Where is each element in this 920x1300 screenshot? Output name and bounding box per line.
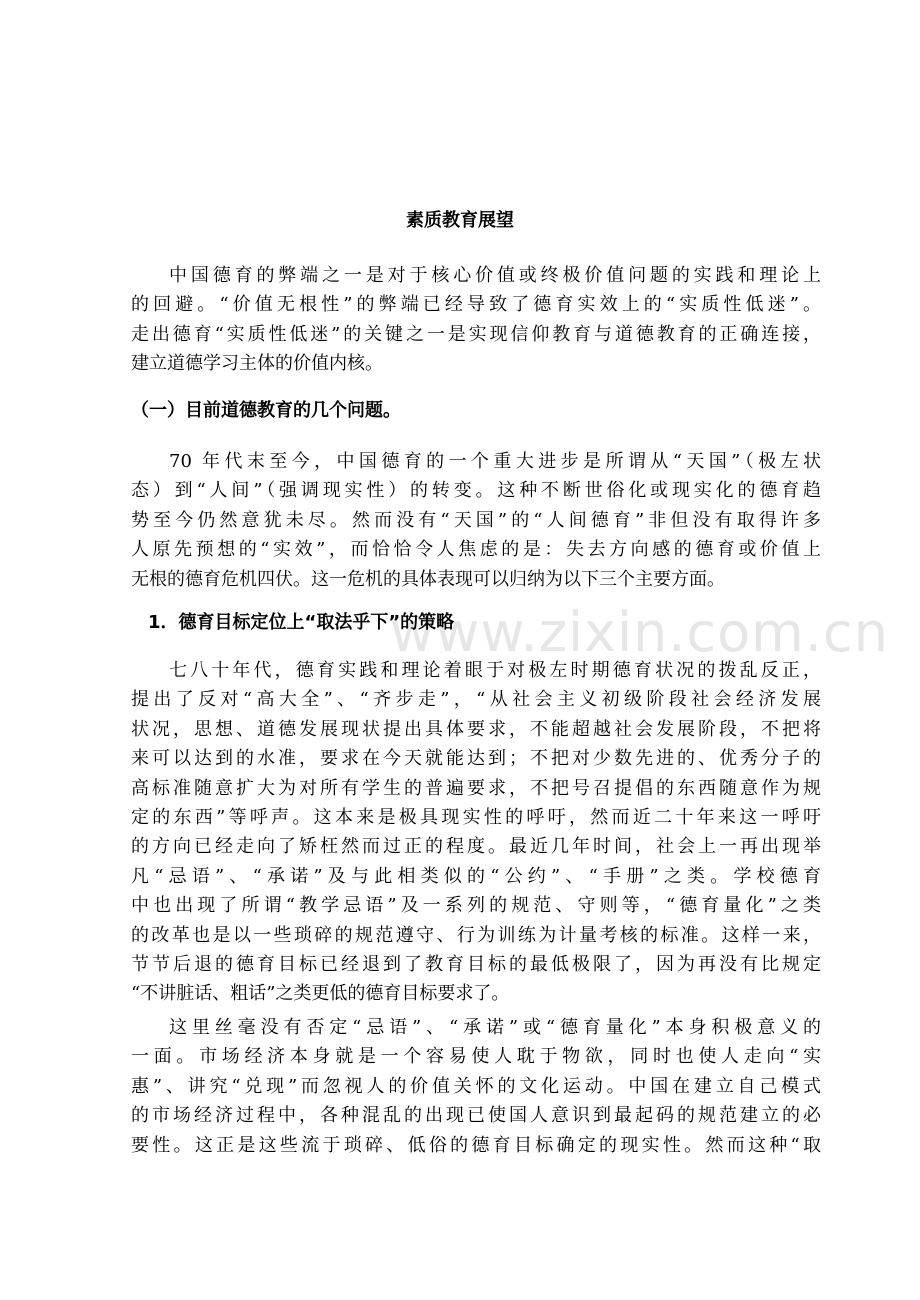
paragraph-line: 人原先预想的“实效”，而恰恰令人焦虑的是：失去方向感的德育或价值上 xyxy=(131,539,821,561)
paragraph-line: 无根的德育危机四伏。这一危机的具体表现可以归纳为以下三个主要方面。 xyxy=(131,568,725,590)
paragraph-line: 惠”、讲究“兑现”而忽视人的价值关怀的文化运动。中国在建立自己模式 xyxy=(131,1075,821,1097)
paragraph-line: 态）到“人间”（强调现实性）的转变。这种不断世俗化或现实化的德育趋 xyxy=(131,480,821,502)
paragraph-line: 定的东西”等呼声。这本来是极具现实性的呼吁，然而近二十年来这一呼吁 xyxy=(131,807,821,829)
paragraph-line: 的方向已经走向了矫枉然而过正的程度。最近几年时间，社会上一再出现举 xyxy=(131,836,821,858)
paragraph-line: 这里丝毫没有否定“忌语”、“承诺”或“德育量化”本身积极意义的 xyxy=(169,1017,821,1038)
subsection-paragraph xyxy=(131,1013,821,1160)
paragraph-line: 七八十年代，德育实践和理论着眼于对极左时期德育状况的拨乱反正， xyxy=(169,660,821,681)
watermark: www.zixin.com.cn xyxy=(390,601,889,664)
section-heading: （一）目前道德教育的几个问题。 xyxy=(131,400,401,421)
paragraph-line: 凡“忌语”、“承诺”及与此相类似的“公约”、“手册”之类。学校德育 xyxy=(131,865,821,887)
paragraph-line: 的改革也是以一些琐碎的规范遵守、行为训练为计量考核的标准。这样一来， xyxy=(131,924,821,946)
intro-paragraph xyxy=(131,261,821,379)
paragraph-line: 来可以达到的水准，要求在今天就能达到；不把对少数先进的、优秀分子的 xyxy=(131,748,821,770)
paragraph-line: 势至今仍然意犹未尽。然而没有“天国”的“人间德育”非但没有取得许多 xyxy=(131,509,821,531)
paragraph-line: 的市场经济过程中，各种混乱的出现已使国人意识到最起码的规范建立的必 xyxy=(131,1105,821,1127)
subsection-paragraph xyxy=(131,656,821,1009)
paragraph-line: 中国德育的弊端之一是对于核心价值或终极价值问题的实践和理论上 xyxy=(169,265,821,286)
paragraph-line: 高标准随意扩大为对所有学生的普遍要求，不把号召提倡的东西随意作为规 xyxy=(131,777,821,799)
paragraph-line: 走出德育“实质性低迷”的关键之一是实现信仰教育与道德教育的正确连接， xyxy=(131,323,821,345)
subsection-heading: 1．德育目标定位上“取法乎下”的策略 xyxy=(148,612,455,633)
paragraph-line: 70 年代末至今，中国德育的一个重大进步是所谓从“天国”（极左状 xyxy=(169,451,821,472)
paragraph-line: 一面。市场经济本身就是一个容易使人耽于物欲，同时也使人走向“实 xyxy=(131,1046,821,1068)
document-title: 素质教育展望 xyxy=(406,210,514,231)
paragraph-line: 的回避。“价值无根性”的弊端已经导致了德育实效上的“实质性低迷”。 xyxy=(131,294,821,316)
paragraph-line: 建立道德学习主体的价值内核。 xyxy=(131,353,383,375)
section1-paragraph xyxy=(131,447,821,594)
paragraph-line: 节节后退的德育目标已经退到了教育目标的最低极限了，因为再没有比规定 xyxy=(131,954,821,976)
paragraph-line: 提出了反对“高大全”、“齐步走”，“从社会主义初级阶段社会经济发展 xyxy=(131,689,821,711)
paragraph-line: 要性。这正是这些流于琐碎、低俗的德育目标确定的现实性。然而这种“取 xyxy=(131,1134,821,1156)
paragraph-line: “不讲脏话、粗话”之类更低的德育目标要求了。 xyxy=(131,983,510,1005)
paragraph-line: 状况，思想、道德发展现状提出具体要求，不能超越社会发展阶段，不把将 xyxy=(131,718,821,740)
paragraph-line: 中也出现了所谓“教学忌语”及一系列的规范、守则等，“德育量化”之类 xyxy=(131,895,821,917)
